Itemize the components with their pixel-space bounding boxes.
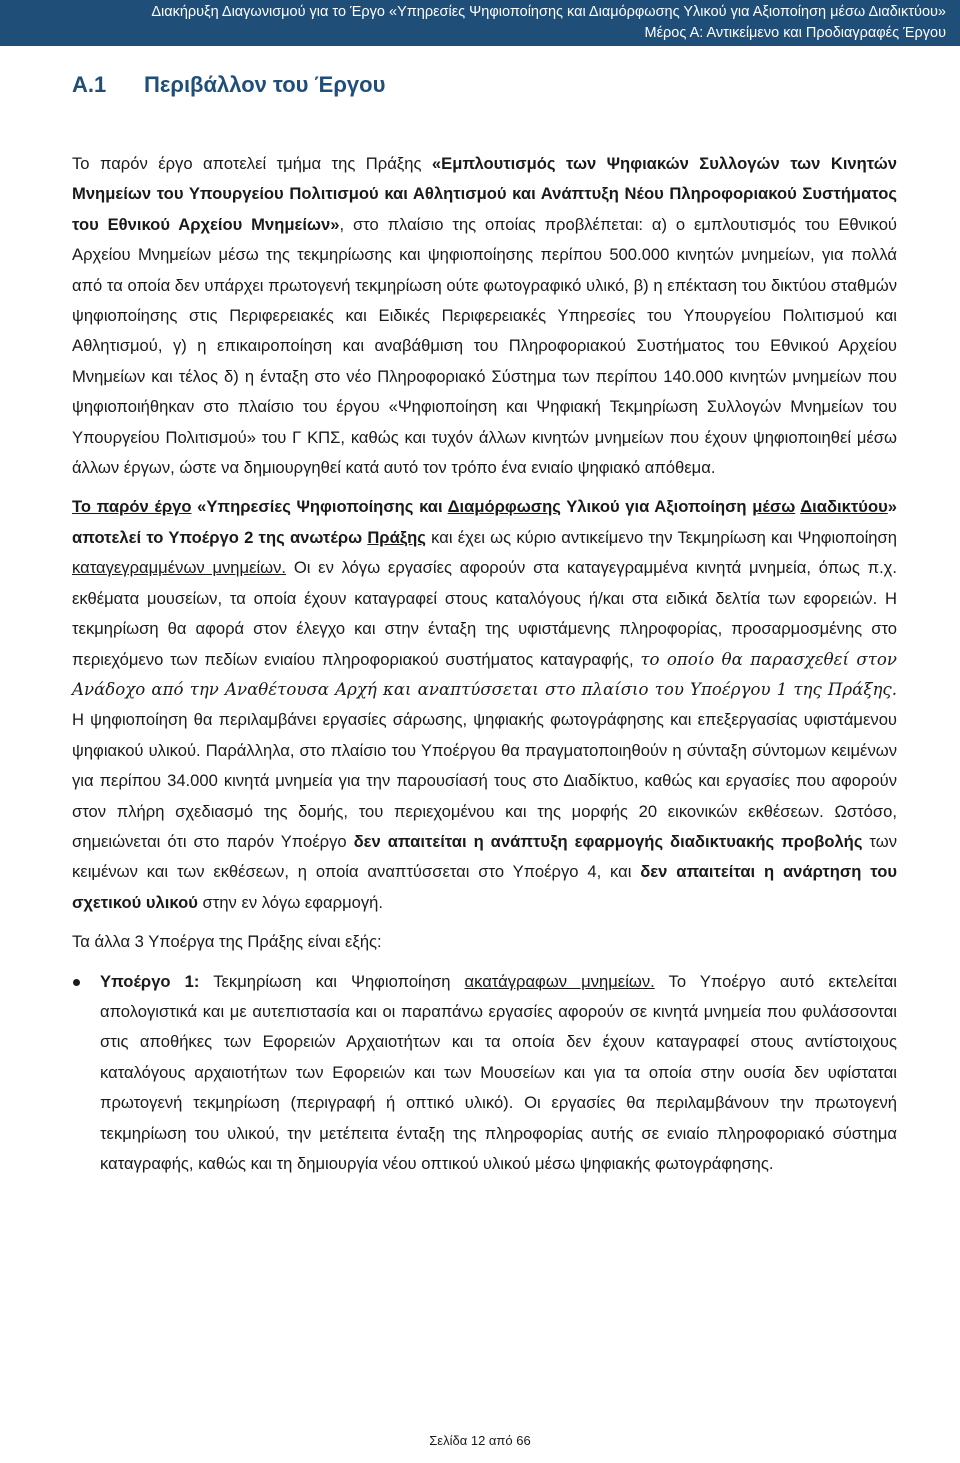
p2-italic: το οποίο θα παρασχεθεί στον Ανάδοχο από την Αναθέτουσα Αρχή και αναπτύσσεται στο πλαίσιο του Υποέργου 1 της Πράξης.	[72, 649, 897, 699]
paragraph-2	[72, 492, 897, 918]
p2-bold-underlined: Πράξης	[367, 527, 426, 547]
section-title: Περιβάλλον του Έργου	[144, 72, 386, 97]
header-title: Διακήρυξη Διαγωνισμού για το Έργο «Υπηρεσίες Ψηφιοποίησης και Διαμόρφωσης Υλικού για Αξιοποίηση μέσω Διαδικτύου»	[151, 4, 946, 20]
paragraph-1	[72, 149, 897, 483]
p2-text: στην εν λόγω εφαρμογή.	[197, 892, 384, 912]
page-number: Σελίδα 12 από 66	[429, 1433, 531, 1448]
section-heading	[72, 72, 385, 98]
p2-text: των κειμένων και των εκθέσεων, η οποία αναπτύσσεται στο Υποέργο 4, και	[72, 831, 897, 882]
p2-bold: Υλικού για Αξιοποίηση	[560, 497, 753, 517]
p2-lead: Το παρόν έργο	[72, 497, 192, 517]
p2-bold-underlined: μέσω	[752, 497, 796, 517]
bullet-underlined: ακατάγραφων μνημείων.	[464, 971, 655, 991]
p1-text-rest: , στο πλαίσιο της οποίας προβλέπεται: α) ο εμπλουτισμός του Εθνικού Αρχείου Μνημείων μέσω της τεκμηρίωσης και ψηφιοποίησης περίπου 500.000 κινητών μνημείων, για πολλά από τα οποία δεν υπάρχει πρωτογενή τεκμηρίωση ούτε φωτογραφικό υλικό, β) η επέκταση του δικτύου σταθμών ψηφιοποίησης στις Περιφερειακές και Ειδικές Περιφερειακές Υπηρεσίες του Υπουργείου Πολιτισμού και Αθλητισμού, γ) η επικαιροποίηση και αναβάθμιση του Πληροφοριακού Συστήματος του Εθνικού Αρχείου Μνημείων και τέλος δ) η ένταξη στο νέο Πληροφοριακό Σύστημα των περίπου 140.000 κινητών μνημείων που ψηφιοποιήθηκαν στο πλαίσιο του έργου «Ψηφιοποίηση και Ψηφιακή Τεκμηρίωση Συλλογών Μνημείων του Υπουργείου Πολιτισμού» του Γ ΚΠΣ, καθώς και τυχόν άλλων κινητών μνημείων που έχουν ψηφιοποιηθεί μέσω άλλων έργων, ώστε να δημιουργηθεί κατά αυτό τον τρόπο ένα ενιαίο ψηφιακό απόθεμα.	[72, 214, 897, 478]
header-subtitle: Μέρος Α: Αντικείμενο και Προδιαγραφές Έργου	[644, 25, 946, 41]
document-header	[0, 0, 960, 46]
bullet-text: Τεκμηρίωση και Ψηφιοποίηση	[199, 971, 465, 991]
p2-bold-underlined: Διαδικτύου	[800, 497, 888, 517]
p1-project-name: «Εμπλουτισμός των Ψηφιακών Συλλογών των Κινητών Μνημείων του Υπουργείου Πολιτισμού και Αθλητισμού και Ανάπτυξη Νέου Πληροφοριακού Συστήματος του Εθνικού Αρχείου Μνημείων»	[72, 154, 897, 234]
p2-bold: δεν απαιτείται η ανάρτηση του σχετικού υλικού	[72, 862, 897, 912]
paragraph-3: Τα άλλα 3 Υποέργα της Πράξης είναι εξής:	[72, 932, 382, 952]
p1-text: Το παρόν έργο αποτελεί τμήμα της Πράξης	[72, 154, 432, 173]
section-number: Α.1	[72, 72, 107, 97]
p2-bold: «Υπηρεσίες Ψηφιοποίησης και	[191, 497, 448, 517]
p2-underlined: καταγεγραμμένων μνημείων.	[72, 558, 287, 578]
document-body	[72, 149, 897, 1179]
p2-bold-underlined: Διαμόρφωσης	[447, 497, 561, 517]
bullet-label: Υποέργο 1:	[100, 971, 200, 991]
bullet-icon	[73, 979, 80, 986]
list-item	[72, 967, 897, 1180]
p2-text: Η ψηφιοποίηση θα περιλαμβάνει εργασίες σάρωσης, ψηφιακής φωτογράφησης και επεξεργασίας υφιστάμενου ψηφιακού υλικού. Παράλληλα, στο πλαίσιο του Υποέργου θα πραγματοποιηθούν η σύνταξη σύντομων κειμένων για περίπου 34.000 κινητά μνημεία για την παρουσίασή τους στο Διαδίκτυο, καθώς και εργασίες που αφορούν στον πλήρη σχεδιασμό της δομής, του περιεχομένου και της μορφής 20 εικονικών εκθέσεων. Ωστόσο, σημειώνεται ότι στο παρόν Υποέργο	[72, 710, 897, 851]
p2-bold: δεν απαιτείται η ανάπτυξη εφαρμογής διαδικτυακής προβολής	[353, 831, 863, 851]
subprojects-list	[72, 967, 897, 1180]
p2-text: Οι εν λόγω εργασίες αφορούν στα καταγεγραμμένα κινητά μνημεία, όπως π.χ. εκθέματα μουσείων, τα οποία έχουν καταγραφεί στους καταλόγους ή/και στα ειδικά δελτία των εφορειών. Η τεκμηρίωση θα αφορά στον έλεγχο και στην ένταξη της υφιστάμενης πληροφορίας, προσαρμοσμένης στο περιεχόμενο των πεδίων ενιαίου πληροφοριακού συστήματος καταγραφής,	[72, 558, 897, 669]
p2-bold: » αποτελεί το Υποέργο 2 της ανωτέρω	[72, 497, 897, 547]
bullet-text: Το Υποέργο αυτό εκτελείται απολογιστικά και με αυτεπιστασία και οι παραπάνω εργασίες αφορούν σε κινητά μνημεία που φυλάσσονται στις αποθήκες των Εφορειών Αρχαιοτήτων και τα οποία δεν έχουν καταγραφεί στους αντίστοιχους καταλόγους αρχαιοτήτων των Εφορειών και των Μουσείων και για τα οποία στην ουσία δεν υφίσταται πρωτογενή τεκμηρίωση (περιγραφή ή οπτικό υλικό). Οι εργασίες θα περιλαμβάνουν την πρωτογενή τεκμηρίωση του υλικού, την μετέπειτα ένταξη της πληροφορίας αυτής σε ενιαίο πληροφοριακό σύστημα καταγραφής, καθώς και τη δημιουργία νέου οπτικού υλικού μέσω ψηφιακής φωτογράφησης.	[100, 971, 897, 1173]
p2-text: και έχει ως κύριο αντικείμενο την Τεκμηρίωση και Ψηφιοποίηση	[425, 527, 897, 547]
